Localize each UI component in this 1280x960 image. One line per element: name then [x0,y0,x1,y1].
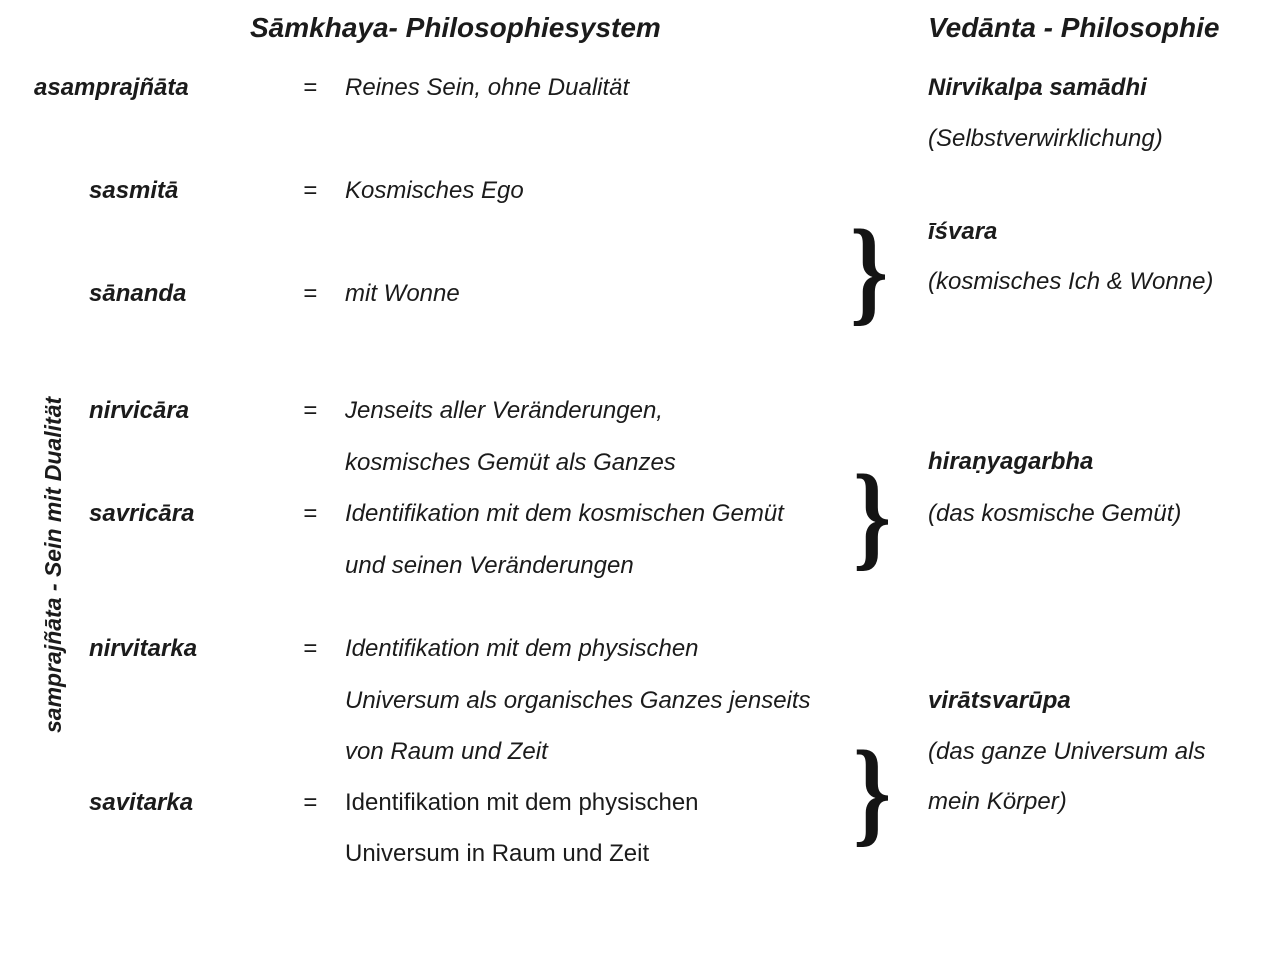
equals-sign: = [303,397,318,424]
definition-line: und seinen Veränderungen [345,552,634,579]
definition-line: kosmisches Gemüt als Ganzes [345,449,676,476]
term-nirvitarka: nirvitarka [89,635,198,662]
definition-line: Reines Sein, ohne Dualität [345,74,630,101]
equals-sign: = [303,635,318,662]
equals-sign: = [303,500,318,527]
term-nirvicara: nirvicāra [89,397,190,424]
brace-icon: } [850,205,889,336]
term-sasmita: sasmitā [89,177,179,204]
vedanta-term-viratsvarupa: virātsvarūpa [928,687,1071,714]
definition-line: von Raum und Zeit [345,738,548,765]
definition-line: Kosmisches Ego [345,177,524,204]
vedanta-term-gloss: (kosmisches Ich & Wonne) [928,268,1214,295]
vedanta-term-nirvikalpa-samadhi: Nirvikalpa samādhi [928,74,1147,101]
definition-line: Identifikation mit dem physischen [345,789,699,816]
brace-icon: } [853,726,892,857]
term-savitarka: savitarka [89,789,194,816]
vedanta-header: Vedānta - Philosophie [928,12,1220,43]
definition-line: Universum in Raum und Zeit [345,840,650,867]
term-sananda: sānanda [89,280,187,307]
term-asamprajnata: asamprajñāta [34,74,189,101]
vedanta-term-hiranyagarbha: hiraṇyagarbha [928,448,1094,475]
term-savricara: savricāra [89,500,195,527]
definition-line: Universum als organisches Ganzes jenseits [345,687,811,714]
equals-sign: = [303,280,318,307]
definition-line: Identifikation mit dem kosmischen Gemüt [345,500,784,527]
definition-line: Identifikation mit dem physischen [345,635,699,662]
definition-line: mit Wonne [345,280,460,307]
samkhaya-header: Sāmkhaya- Philosophiesystem [250,12,661,43]
vedanta-term-gloss: mein Körper) [928,788,1067,815]
definition-line: Jenseits aller Veränderungen, [345,397,663,424]
vedanta-term-isvara: īśvara [928,218,998,245]
equals-sign: = [303,177,318,204]
brace-icon: } [853,450,892,581]
equals-sign: = [303,74,318,101]
equals-sign: = [303,789,318,816]
vedanta-term-gloss: (das kosmische Gemüt) [928,500,1182,527]
samprajnata-side-label: samprajñāta - Sein mit Dualität [40,396,66,733]
vedanta-term-gloss: (das ganze Universum als [928,738,1206,765]
vedanta-term-gloss: (Selbstverwirklichung) [928,125,1163,152]
